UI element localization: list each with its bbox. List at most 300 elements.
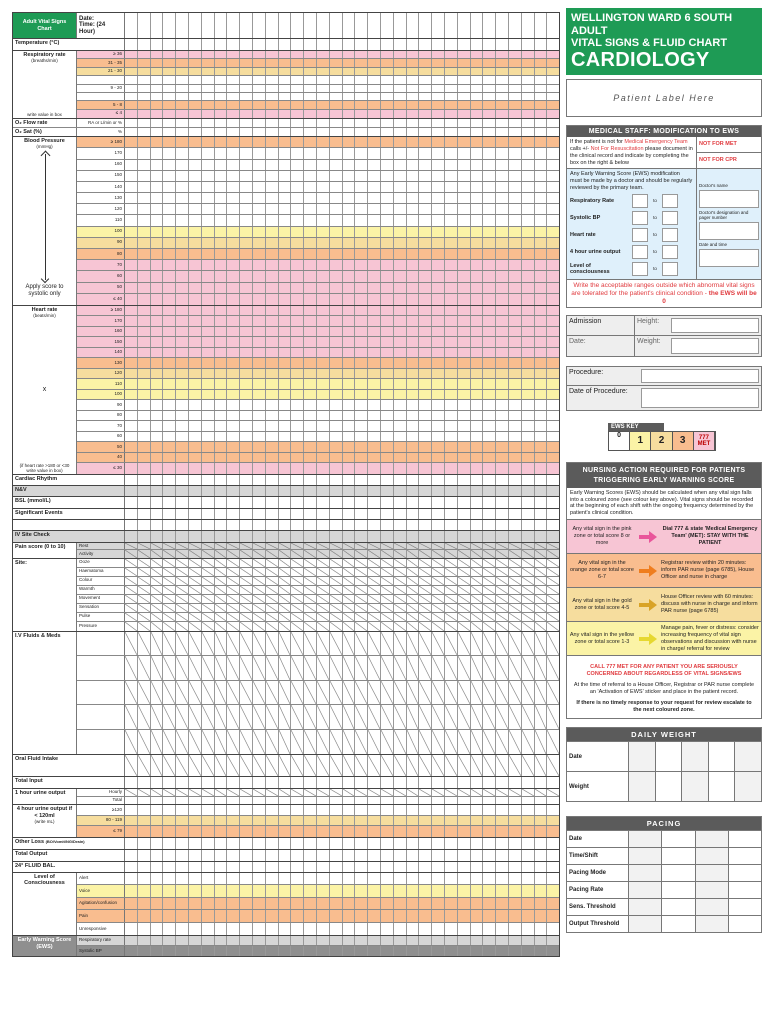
entry-cell[interactable] [471, 910, 484, 922]
entry-cell[interactable] [394, 622, 407, 631]
entry-cell[interactable] [445, 550, 458, 558]
entry-cell[interactable] [522, 271, 535, 281]
entry-cell[interactable] [317, 656, 330, 680]
entry-cell[interactable] [522, 316, 535, 326]
entry-cell[interactable] [522, 68, 535, 75]
entry-cell[interactable] [189, 76, 202, 83]
entry-cell[interactable] [407, 260, 420, 270]
entry-cell[interactable] [215, 486, 228, 496]
entry-cell[interactable] [279, 755, 292, 776]
entry-cell[interactable] [458, 249, 471, 259]
entry-cell[interactable] [202, 805, 215, 815]
entry-cell[interactable] [151, 13, 164, 38]
entry-cell[interactable] [215, 369, 228, 379]
entry-cell[interactable] [343, 475, 356, 485]
entry-cell[interactable] [458, 885, 471, 897]
entry-cell[interactable] [138, 128, 151, 136]
entry-cell[interactable] [509, 238, 522, 248]
entry-cell[interactable] [547, 730, 559, 755]
entry-cell[interactable] [279, 160, 292, 170]
entry-cell[interactable] [509, 923, 522, 936]
entry-cell[interactable] [496, 204, 509, 214]
entry-cell[interactable] [317, 59, 330, 66]
entry-cell[interactable] [368, 797, 381, 805]
entry-cell[interactable] [522, 411, 535, 421]
entry-cell[interactable] [407, 681, 420, 705]
entry-cell[interactable] [266, 453, 279, 463]
entry-cell[interactable] [381, 838, 394, 849]
entry-cell[interactable] [215, 271, 228, 281]
entry-cell[interactable] [227, 936, 240, 945]
entry-cell[interactable] [547, 586, 559, 594]
entry-cell[interactable] [138, 543, 151, 550]
entry-cell[interactable] [445, 681, 458, 705]
entry-cell[interactable] [394, 550, 407, 558]
entry-cell[interactable] [163, 923, 176, 936]
entry-cell[interactable] [496, 681, 509, 705]
entry-cell[interactable] [458, 182, 471, 192]
entry-cell[interactable] [432, 249, 445, 259]
entry-cell[interactable] [138, 486, 151, 496]
entry-cell[interactable] [330, 531, 343, 542]
entry-cell[interactable] [176, 358, 189, 368]
entry-cell[interactable] [458, 411, 471, 421]
entry-cell[interactable] [458, 946, 471, 956]
entry-cell[interactable] [343, 101, 356, 108]
entry-cell[interactable] [445, 705, 458, 729]
entry-cell[interactable] [253, 119, 266, 127]
entry-cell[interactable] [355, 110, 368, 118]
entry-cell[interactable] [458, 622, 471, 631]
entry-cell[interactable] [355, 789, 368, 796]
entry-cell[interactable] [471, 862, 484, 872]
entry-cell[interactable] [343, 400, 356, 410]
entry-cell[interactable] [368, 411, 381, 421]
entry-cell[interactable] [509, 885, 522, 897]
entry-cell[interactable] [317, 755, 330, 776]
entry-cell[interactable] [419, 137, 432, 147]
entry-cell[interactable] [445, 306, 458, 316]
entry-cell[interactable] [419, 51, 432, 58]
entry-cell[interactable] [355, 520, 368, 530]
entry-cell[interactable] [471, 39, 484, 50]
entry-cell[interactable] [227, 215, 240, 225]
entry-cell[interactable] [522, 463, 535, 474]
entry-cell[interactable] [227, 805, 240, 815]
entry-cell[interactable] [291, 348, 304, 358]
entry-cell[interactable] [304, 442, 317, 452]
entry-cell[interactable] [240, 306, 253, 316]
entry-cell[interactable] [535, 475, 548, 485]
entry-cell[interactable] [355, 705, 368, 729]
entry-cell[interactable] [304, 171, 317, 181]
entry-cell[interactable] [189, 101, 202, 108]
entry-cell[interactable] [125, 215, 138, 225]
entry-cell[interactable] [419, 531, 432, 542]
entry-cell[interactable] [125, 432, 138, 442]
entry-cell[interactable] [330, 873, 343, 885]
entry-cell[interactable] [138, 850, 151, 861]
entry-cell[interactable] [458, 327, 471, 337]
entry-cell[interactable] [240, 777, 253, 788]
entry-cell[interactable] [163, 128, 176, 136]
range-low-field[interactable] [632, 228, 648, 242]
entry-cell[interactable] [240, 632, 253, 656]
entry-cell[interactable] [483, 550, 496, 558]
entry-cell[interactable] [419, 379, 432, 389]
entry-cell[interactable] [291, 543, 304, 550]
entry-cell[interactable] [419, 348, 432, 358]
entry-cell[interactable] [176, 306, 189, 316]
entry-cell[interactable] [125, 586, 138, 594]
entry-cell[interactable] [240, 486, 253, 496]
entry-cell[interactable] [535, 755, 548, 776]
entry-cell[interactable] [547, 789, 559, 796]
entry-cell[interactable] [279, 559, 292, 567]
entry-cell[interactable] [253, 681, 266, 705]
entry-cell[interactable] [291, 182, 304, 192]
entry-cell[interactable] [522, 705, 535, 729]
grid-cell[interactable] [729, 882, 761, 898]
entry-cell[interactable] [535, 93, 548, 100]
entry-cell[interactable] [445, 337, 458, 347]
entry-cell[interactable] [381, 622, 394, 631]
entry-cell[interactable] [432, 595, 445, 603]
entry-cell[interactable] [496, 400, 509, 410]
entry-cell[interactable] [125, 486, 138, 496]
entry-cell[interactable] [227, 101, 240, 108]
entry-cell[interactable] [522, 531, 535, 542]
entry-cell[interactable] [381, 705, 394, 729]
entry-cell[interactable] [266, 577, 279, 585]
entry-cell[interactable] [330, 946, 343, 956]
entry-cell[interactable] [394, 171, 407, 181]
entry-cell[interactable] [458, 110, 471, 118]
entry-cell[interactable] [343, 432, 356, 442]
entry-cell[interactable] [368, 13, 381, 38]
entry-cell[interactable] [215, 238, 228, 248]
entry-cell[interactable] [189, 509, 202, 519]
entry-cell[interactable] [279, 923, 292, 936]
entry-cell[interactable] [522, 227, 535, 237]
entry-cell[interactable] [496, 283, 509, 293]
entry-cell[interactable] [317, 923, 330, 936]
entry-cell[interactable] [279, 271, 292, 281]
entry-cell[interactable] [509, 826, 522, 837]
entry-cell[interactable] [138, 358, 151, 368]
entry-cell[interactable] [432, 531, 445, 542]
entry-cell[interactable] [125, 93, 138, 100]
entry-cell[interactable] [483, 509, 496, 519]
entry-cell[interactable] [394, 271, 407, 281]
entry-cell[interactable] [394, 400, 407, 410]
entry-cell[interactable] [291, 595, 304, 603]
entry-cell[interactable] [215, 705, 228, 729]
entry-cell[interactable] [215, 411, 228, 421]
entry-cell[interactable] [266, 475, 279, 485]
entry-cell[interactable] [163, 816, 176, 826]
entry-cell[interactable] [279, 68, 292, 75]
entry-cell[interactable] [330, 777, 343, 788]
entry-cell[interactable] [151, 613, 164, 621]
entry-cell[interactable] [458, 520, 471, 530]
entry-cell[interactable] [445, 148, 458, 158]
entry-cell[interactable] [279, 862, 292, 872]
entry-cell[interactable] [471, 227, 484, 237]
entry-cell[interactable] [215, 327, 228, 337]
entry-cell[interactable] [253, 227, 266, 237]
entry-cell[interactable] [522, 777, 535, 788]
entry-cell[interactable] [547, 101, 559, 108]
entry-cell[interactable] [189, 39, 202, 50]
entry-cell[interactable] [317, 816, 330, 826]
entry-cell[interactable] [445, 531, 458, 542]
entry-cell[interactable] [458, 730, 471, 755]
entry-cell[interactable] [419, 160, 432, 170]
entry-cell[interactable] [483, 873, 496, 885]
entry-cell[interactable] [125, 119, 138, 127]
grid-cell[interactable] [682, 742, 709, 771]
entry-cell[interactable] [547, 421, 559, 431]
entry-cell[interactable] [151, 705, 164, 729]
entry-cell[interactable] [176, 595, 189, 603]
entry-cell[interactable] [522, 400, 535, 410]
entry-cell[interactable] [535, 577, 548, 585]
entry-cell[interactable] [125, 838, 138, 849]
entry-cell[interactable] [125, 797, 138, 805]
entry-cell[interactable] [227, 586, 240, 594]
entry-cell[interactable] [483, 805, 496, 815]
entry-cell[interactable] [496, 390, 509, 400]
entry-cell[interactable] [509, 520, 522, 530]
entry-cell[interactable] [419, 850, 432, 861]
entry-cell[interactable] [279, 93, 292, 100]
entry-cell[interactable] [151, 39, 164, 50]
entry-cell[interactable] [368, 260, 381, 270]
entry-cell[interactable] [215, 337, 228, 347]
entry-cell[interactable] [522, 453, 535, 463]
entry-cell[interactable] [394, 656, 407, 680]
entry-cell[interactable] [266, 283, 279, 293]
entry-cell[interactable] [419, 622, 432, 631]
entry-cell[interactable] [304, 577, 317, 585]
entry-cell[interactable] [419, 93, 432, 100]
entry-cell[interactable] [151, 656, 164, 680]
entry-cell[interactable] [279, 306, 292, 316]
entry-cell[interactable] [317, 39, 330, 50]
entry-cell[interactable] [496, 946, 509, 956]
entry-cell[interactable] [317, 946, 330, 956]
entry-cell[interactable] [458, 421, 471, 431]
entry-cell[interactable] [151, 910, 164, 922]
entry-cell[interactable] [304, 379, 317, 389]
entry-cell[interactable] [304, 568, 317, 576]
entry-cell[interactable] [227, 238, 240, 248]
entry-cell[interactable] [343, 777, 356, 788]
entry-cell[interactable] [202, 294, 215, 305]
entry-cell[interactable] [215, 249, 228, 259]
entry-cell[interactable] [138, 215, 151, 225]
entry-cell[interactable] [253, 160, 266, 170]
entry-cell[interactable] [202, 681, 215, 705]
entry-cell[interactable] [304, 730, 317, 755]
entry-cell[interactable] [138, 260, 151, 270]
entry-cell[interactable] [253, 797, 266, 805]
entry-cell[interactable] [215, 39, 228, 50]
entry-cell[interactable] [266, 59, 279, 66]
entry-cell[interactable] [266, 622, 279, 631]
entry-cell[interactable] [163, 327, 176, 337]
entry-cell[interactable] [432, 148, 445, 158]
entry-cell[interactable] [509, 613, 522, 621]
entry-cell[interactable] [125, 777, 138, 788]
entry-cell[interactable] [189, 656, 202, 680]
entry-cell[interactable] [471, 110, 484, 118]
entry-cell[interactable] [368, 294, 381, 305]
entry-cell[interactable] [330, 128, 343, 136]
entry-cell[interactable] [419, 885, 432, 897]
entry-cell[interactable] [483, 411, 496, 421]
entry-cell[interactable] [125, 850, 138, 861]
entry-cell[interactable] [138, 873, 151, 885]
entry-cell[interactable] [253, 475, 266, 485]
entry-cell[interactable] [176, 260, 189, 270]
entry-cell[interactable] [189, 182, 202, 192]
entry-cell[interactable] [547, 543, 559, 550]
entry-cell[interactable] [189, 358, 202, 368]
entry-cell[interactable] [330, 885, 343, 897]
entry-cell[interactable] [419, 215, 432, 225]
entry-cell[interactable] [381, 193, 394, 203]
procedure-date-field[interactable] [641, 388, 759, 408]
entry-cell[interactable] [419, 39, 432, 50]
entry-cell[interactable] [279, 885, 292, 897]
entry-cell[interactable] [458, 238, 471, 248]
entry-cell[interactable] [151, 681, 164, 705]
entry-cell[interactable] [522, 128, 535, 136]
entry-cell[interactable] [125, 613, 138, 621]
entry-cell[interactable] [471, 816, 484, 826]
entry-cell[interactable] [125, 862, 138, 872]
entry-cell[interactable] [535, 101, 548, 108]
entry-cell[interactable] [240, 681, 253, 705]
entry-cell[interactable] [394, 76, 407, 83]
entry-cell[interactable] [355, 595, 368, 603]
entry-cell[interactable] [483, 390, 496, 400]
entry-cell[interactable] [266, 171, 279, 181]
entry-cell[interactable] [189, 160, 202, 170]
entry-cell[interactable] [163, 400, 176, 410]
entry-cell[interactable] [432, 805, 445, 815]
entry-cell[interactable] [202, 148, 215, 158]
entry-cell[interactable] [189, 306, 202, 316]
entry-cell[interactable] [266, 923, 279, 936]
entry-cell[interactable] [317, 358, 330, 368]
entry-cell[interactable] [240, 39, 253, 50]
entry-cell[interactable] [445, 358, 458, 368]
entry-cell[interactable] [304, 550, 317, 558]
entry-cell[interactable] [445, 816, 458, 826]
entry-cell[interactable] [125, 632, 138, 656]
entry-cell[interactable] [522, 260, 535, 270]
entry-cell[interactable] [189, 137, 202, 147]
entry-cell[interactable] [368, 509, 381, 519]
entry-cell[interactable] [445, 294, 458, 305]
entry-cell[interactable] [125, 128, 138, 136]
entry-cell[interactable] [304, 586, 317, 594]
entry-cell[interactable] [496, 595, 509, 603]
entry-cell[interactable] [547, 936, 559, 945]
entry-cell[interactable] [343, 327, 356, 337]
entry-cell[interactable] [355, 816, 368, 826]
entry-cell[interactable] [151, 936, 164, 945]
entry-cell[interactable] [176, 789, 189, 796]
entry-cell[interactable] [432, 369, 445, 379]
entry-cell[interactable] [138, 613, 151, 621]
entry-cell[interactable] [407, 520, 420, 530]
entry-cell[interactable] [202, 358, 215, 368]
entry-cell[interactable] [445, 59, 458, 66]
entry-cell[interactable] [458, 656, 471, 680]
entry-cell[interactable] [151, 797, 164, 805]
entry-cell[interactable] [509, 632, 522, 656]
entry-cell[interactable] [163, 171, 176, 181]
entry-cell[interactable] [522, 543, 535, 550]
entry-cell[interactable] [317, 632, 330, 656]
entry-cell[interactable] [522, 520, 535, 530]
entry-cell[interactable] [394, 730, 407, 755]
entry-cell[interactable] [291, 777, 304, 788]
entry-cell[interactable] [496, 923, 509, 936]
entry-cell[interactable] [458, 283, 471, 293]
entry-cell[interactable] [279, 193, 292, 203]
entry-cell[interactable] [202, 39, 215, 50]
entry-cell[interactable] [291, 531, 304, 542]
entry-cell[interactable] [535, 805, 548, 815]
entry-cell[interactable] [253, 923, 266, 936]
entry-cell[interactable] [215, 936, 228, 945]
entry-cell[interactable] [381, 586, 394, 594]
entry-cell[interactable] [189, 110, 202, 118]
entry-cell[interactable] [176, 193, 189, 203]
entry-cell[interactable] [471, 656, 484, 680]
entry-cell[interactable] [189, 294, 202, 305]
entry-cell[interactable] [394, 442, 407, 452]
entry-cell[interactable] [240, 586, 253, 594]
entry-cell[interactable] [445, 632, 458, 656]
entry-cell[interactable] [279, 816, 292, 826]
entry-cell[interactable] [163, 93, 176, 100]
entry-cell[interactable] [509, 327, 522, 337]
entry-cell[interactable] [227, 946, 240, 956]
entry-cell[interactable] [368, 520, 381, 530]
entry-cell[interactable] [304, 93, 317, 100]
entry-cell[interactable] [483, 898, 496, 910]
entry-cell[interactable] [125, 550, 138, 558]
entry-cell[interactable] [522, 497, 535, 508]
entry-cell[interactable] [151, 475, 164, 485]
entry-cell[interactable] [227, 348, 240, 358]
entry-cell[interactable] [471, 442, 484, 452]
entry-cell[interactable] [253, 171, 266, 181]
entry-cell[interactable] [291, 432, 304, 442]
entry-cell[interactable] [432, 432, 445, 442]
entry-cell[interactable] [227, 475, 240, 485]
entry-cell[interactable] [445, 613, 458, 621]
entry-cell[interactable] [419, 595, 432, 603]
entry-cell[interactable] [381, 520, 394, 530]
entry-cell[interactable] [317, 160, 330, 170]
